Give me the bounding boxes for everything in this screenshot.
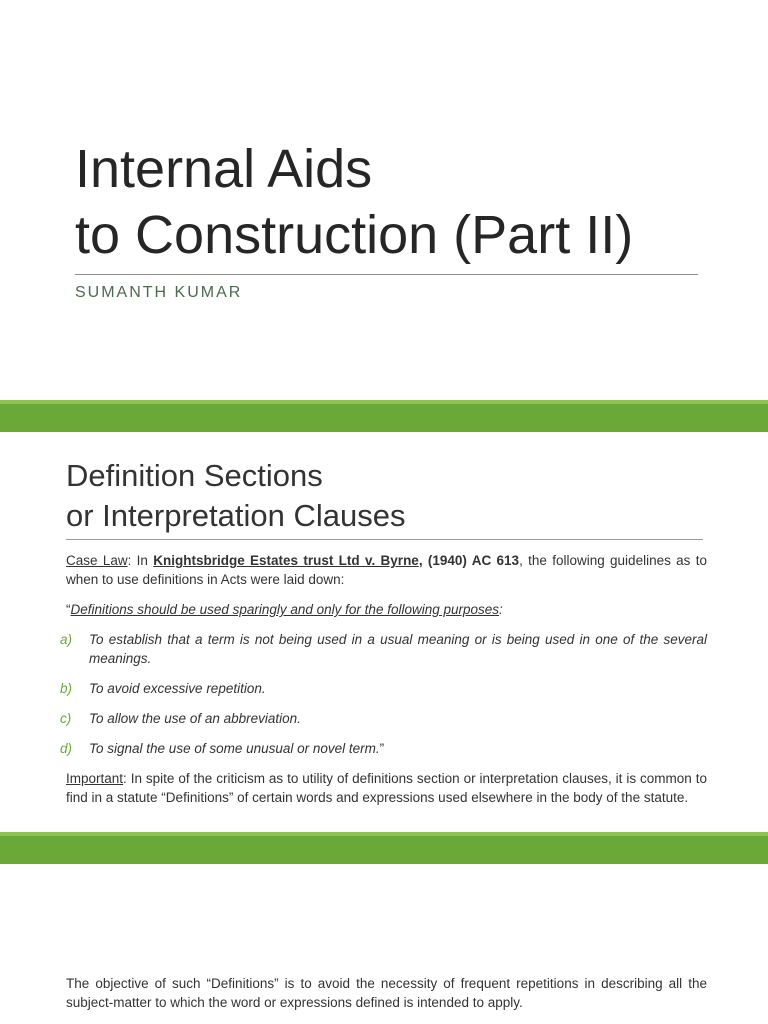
list-item — [60, 739, 707, 758]
quote-lead-paragraph — [66, 600, 707, 619]
slide-heading — [66, 456, 706, 536]
definition-sections-slide — [0, 432, 768, 832]
slide-separator-band — [0, 832, 768, 864]
case-law-colon: : In — [127, 553, 154, 568]
case-name: Knightsbridge Estates trust Ltd v. Byrne — [153, 553, 419, 568]
quote-lead-colon: : — [499, 602, 503, 617]
case-law-rest: , the following guidelines as to when to use definitions in Acts were laid down: — [66, 553, 707, 587]
quote-lead: Definitions should be used sparingly and only for the following purposes — [70, 602, 500, 617]
guidelines-list — [60, 630, 707, 758]
case-law-label: Case Law — [66, 553, 128, 568]
list-item-text: To signal the use of some unusual or novel term. — [89, 741, 380, 756]
list-item — [60, 679, 707, 698]
quote-open-mark: “ — [66, 602, 71, 617]
list-item — [60, 630, 707, 668]
list-item-text: To establish that a term is not being used in a usual meaning or is being used in one of the several meanings. — [89, 632, 707, 666]
presentation-title — [75, 136, 715, 268]
list-item — [60, 709, 707, 728]
list-marker: a) — [60, 632, 73, 647]
important-text: : In spite of the criticism as to utility of definitions section or interpretation clauses, it is common to find in a statute “Definitions” of certain words and expressions used elsewhere in the body of the statute. — [66, 771, 707, 805]
important-label: Important — [66, 771, 124, 786]
heading-line-2: or Interpretation Clauses — [66, 498, 406, 533]
list-item-text: To allow the use of an abbreviation. — [89, 711, 301, 726]
important-paragraph — [66, 769, 707, 807]
slide-separator-band — [0, 400, 768, 432]
slide-body — [60, 551, 707, 818]
case-citation: , (1940) AC 613 — [418, 553, 520, 568]
list-item-text: To avoid excessive repetition. — [89, 681, 266, 696]
objective-paragraph: The objective of such “Definitions” is to avoid the necessity of frequent repetitions in describing all the subject-matter to which the word or expressions defined is intended to apply. — [66, 976, 707, 1010]
author-name: SUMANTH KUMAR — [75, 284, 243, 301]
objective-slide — [0, 864, 768, 1024]
list-marker: b) — [60, 681, 73, 696]
title-slide — [0, 0, 768, 400]
case-law-paragraph — [66, 551, 707, 589]
list-marker: c) — [60, 711, 72, 726]
heading-line-1: Definition Sections — [66, 458, 323, 493]
heading-divider — [66, 539, 703, 540]
title-line-1: Internal Aids — [75, 139, 373, 199]
quote-close-mark: ” — [379, 741, 385, 756]
list-marker: d) — [60, 741, 73, 756]
title-line-2: to Construction (Part II) — [75, 205, 634, 265]
title-divider — [75, 274, 698, 275]
